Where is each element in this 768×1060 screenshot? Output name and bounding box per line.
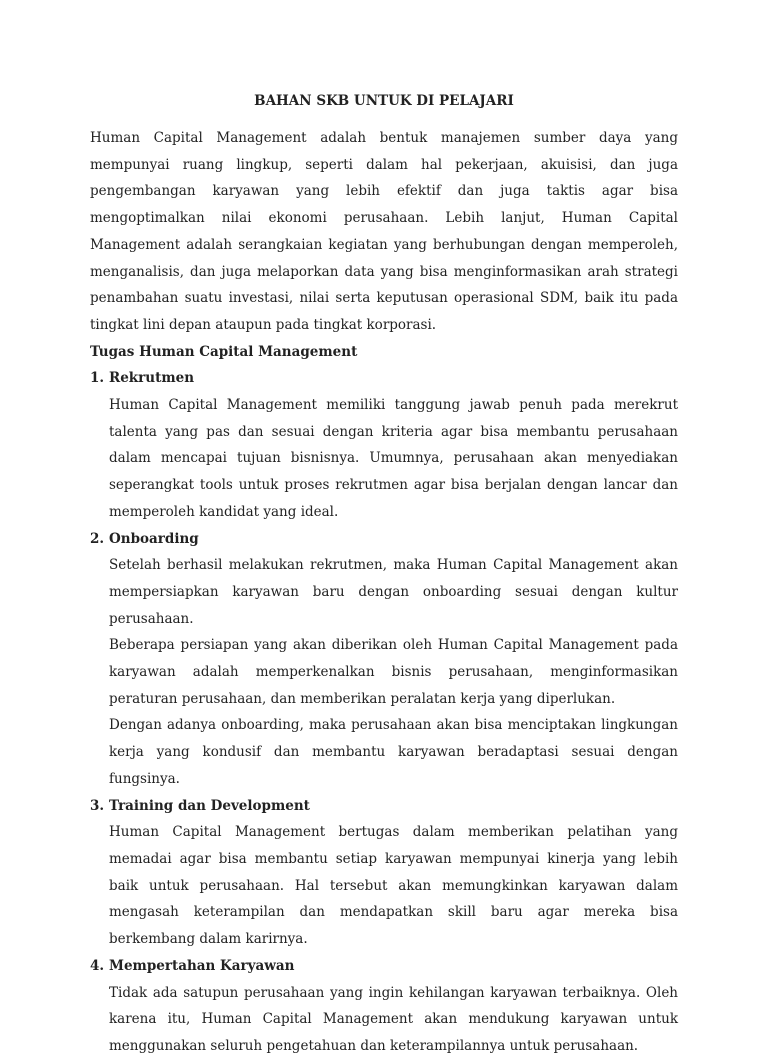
list-item-number: 3. [90, 797, 105, 814]
list-item-heading: Onboarding [109, 530, 199, 547]
section-heading: Tugas Human Capital Management [90, 343, 358, 360]
list-item-heading: Rekrutmen [109, 370, 195, 387]
list-item-paragraph: Human Capital Management bertugas dalam memberikan pelatihan yang memadai agar bisa membantu setiap karyawan mempunyai kinerja yang lebih baik untuk perusahaan. Hal tersebut akan memungkinkan karyawan dalam mengasah keterampilan dan mendapatkan skill baru agar mereka bisa berkembang dalam karirnya. [109, 824, 678, 948]
intro-paragraph: Human Capital Management adalah bentuk manajemen sumber daya yang mempunyai ruang lingkup, seperti dalam hal pekerjaan, akuisisi, dan juga pengembangan karyawan yang lebih efektif dan juga taktis agar bisa mengoptimalkan nilai ekonomi perusahaan. Lebih lanjut, Human Capital Management adalah serangkaian kegiatan yang berhubungan dengan memperoleh, menganalisis, dan juga melaporkan data yang bisa menginformasikan arah strategi penambahan suatu investasi, nilai serta keputusan operasional SDM, baik itu pada tingkat lini depan ataupun pada tingkat korporasi. [90, 130, 678, 333]
list-item-body [109, 392, 678, 526]
list-item-body [109, 819, 678, 953]
list-item-paragraph: Beberapa persiapan yang akan diberikan oleh Human Capital Management pada karyawan adalah memperkenalkan bisnis perusahaan, menginformasikan peraturan perusahaan, dan memberikan peralatan kerja yang diperlukan. [109, 637, 678, 707]
list-item-title [90, 365, 678, 392]
list-item-paragraph: Dengan adanya onboarding, maka perusahaan akan bisa menciptakan lingkungan kerja yang kondusif dan membantu karyawan beradaptasi sesuai dengan fungsinya. [109, 717, 678, 787]
document-title: BAHAN SKB UNTUK DI PELAJARI [254, 93, 514, 109]
list-item-heading: Mempertahan Karyawan [109, 957, 295, 974]
list-item-number: 1. [90, 370, 105, 387]
list-item [90, 526, 678, 793]
list-item [90, 953, 678, 1060]
list-item-paragraph: Setelah berhasil melakukan rekrutmen, maka Human Capital Management akan mempersiapkan karyawan baru dengan onboarding sesuai dengan kultur perusahaan. [109, 557, 678, 627]
list-item-title [90, 793, 678, 820]
list-item-paragraph: Tidak ada satupun perusahaan yang ingin kehilangan karyawan terbaiknya. Oleh karena itu, Human Capital Management akan mendukung karyawan untuk menggunakan seluruh pengetahuan dan keterampilannya untuk perusahaan. [109, 984, 678, 1054]
list-item-heading: Training dan Development [109, 797, 310, 814]
list-item-title [90, 526, 678, 553]
list-item-body [109, 980, 678, 1060]
task-list [90, 365, 678, 1059]
list-item [90, 365, 678, 525]
list-item-body [109, 552, 678, 792]
list-item-paragraph: Human Capital Management memiliki tanggung jawab penuh pada merekrut talenta yang pas dan sesuai dengan kriteria agar bisa membantu perusahaan dalam mencapai tujuan bisnisnya. Umumnya, perusahaan akan menyediakan seperangkat tools untuk proses rekrutmen agar bisa berjalan dengan lancar dan memperoleh kandidat yang ideal. [109, 397, 678, 520]
list-item-number: 4. [90, 957, 105, 974]
list-item-number: 2. [90, 530, 105, 547]
list-item [90, 793, 678, 953]
list-item-title [90, 953, 678, 980]
